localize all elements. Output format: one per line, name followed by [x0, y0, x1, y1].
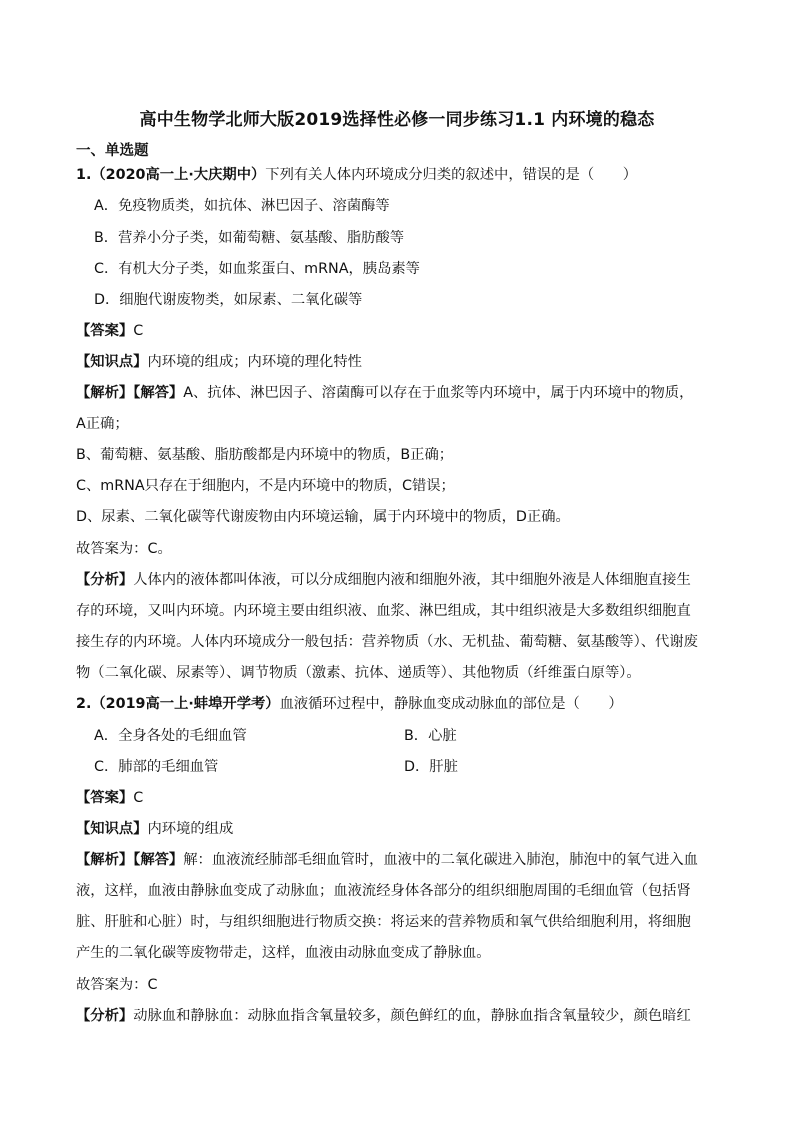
option-d: D．肝脏	[404, 759, 458, 775]
question-number: 1.	[76, 167, 92, 183]
explain-line	[76, 1009, 691, 1023]
option-d: D．细胞代谢废物类，如尿素、二氧化碳等	[94, 292, 363, 308]
analysis-line	[76, 386, 693, 400]
solution-label: 【解答】	[133, 852, 184, 868]
question-text: 下列有关人体内环境成分归类的叙述中，错误的是（ ）	[265, 167, 638, 183]
option-a: A．全身各处的毛细血管	[94, 728, 247, 744]
analysis-label: 【解析】	[76, 852, 134, 868]
section-heading: 一、单选题	[76, 143, 149, 159]
question-source: （2019高一上·蚌埠开学考）	[91, 696, 280, 712]
analysis-text: 产生的二氧化碳等废物带走，这样，血液由动脉血变成了静脉血。	[76, 945, 491, 961]
analysis-text: C、mRNA只存在于细胞内，不是内环境中的物质，C错误；	[76, 478, 455, 494]
solution-label: 【解答】	[133, 385, 184, 401]
option-c: C．有机大分子类，如血浆蛋白、mRNA，胰岛素等	[94, 261, 420, 277]
analysis-text: B、葡萄糖、氨基酸、脂肪酸都是内环境中的物质，B正确；	[76, 447, 454, 463]
page-title: 高中生物学北师大版2019选择性必修一同步练习1.1 内环境的稳态	[139, 110, 655, 130]
question-2-stem	[76, 697, 623, 711]
analysis-line	[76, 853, 698, 867]
analysis-label: 【解析】	[76, 385, 134, 401]
answer-value: C	[133, 323, 144, 339]
option-a: A．免疫物质类，如抗体、淋巴因子、溶菌酶等	[94, 198, 390, 214]
explain-text: 接生存的内环境。人体内环境成分一般包括：营养物质（水、无机盐、葡萄糖、氨基酸等）、代谢废	[76, 634, 698, 650]
option-b: B．心脏	[404, 728, 457, 744]
question-text: 血液循环过程中，静脉血变成动脉血的部位是（ ）	[279, 696, 623, 712]
analysis-text: A、抗体、淋巴因子、溶菌酶可以存在于血浆等内环境中，属于内环境中的物质，	[183, 385, 694, 401]
knowledge-line	[76, 355, 362, 369]
analysis-text: 故答案为：C	[76, 977, 158, 993]
explain-text: 存的环境，又叫内环境。内环境主要由组织液、血浆、淋巴组成，其中组织液是大多数组织细胞直	[76, 603, 691, 619]
answer-label: 【答案】	[76, 790, 134, 806]
explain-line	[76, 573, 691, 587]
analysis-text: 液，这样，血液由静脉血变成了动脉血；血液流经身体各部分的组织细胞周围的毛细血管（包括肾	[76, 883, 691, 899]
analysis-text: A正确；	[76, 416, 129, 432]
question-number: 2.	[76, 696, 92, 712]
explain-text: 物（二氧化碳、尿素等）、调节物质（激素、抗体、递质等）、其他物质（纤维蛋白原等）。	[76, 665, 641, 681]
question-1-stem	[76, 168, 637, 182]
explain-label: 【分析】	[76, 1008, 134, 1024]
explain-text: 动脉血和静脉血：动脉血指含氧量较多，颜色鲜红的血，静脉血指含氧量较少，颜色暗红	[133, 1008, 691, 1024]
answer-label: 【答案】	[76, 323, 134, 339]
option-c: C．肺部的毛细血管	[94, 759, 219, 775]
analysis-text: 脏、肝脏和心脏）时，与组织细胞进行物质交换：将运来的营养物质和氧气供给细胞利用，将细胞	[76, 914, 691, 930]
explain-text: 人体内的液体都叫体液，可以分成细胞内液和细胞外液，其中细胞外液是人体细胞直接生	[133, 572, 691, 588]
question-source: （2020高一上·大庆期中）	[91, 167, 266, 183]
knowledge-value: 内环境的组成	[147, 821, 234, 837]
knowledge-label: 【知识点】	[76, 821, 148, 837]
answer-line	[76, 791, 143, 805]
explain-label: 【分析】	[76, 572, 134, 588]
analysis-text: 解：血液流经肺部毛细血管时，血液中的二氧化碳进入肺泡，肺泡中的氧气进入血	[183, 852, 698, 868]
analysis-text: 故答案为：C。	[76, 541, 172, 557]
analysis-text: D、尿素、二氧化碳等代谢废物由内环境运输，属于内环境中的物质，D正确。	[76, 509, 570, 525]
knowledge-value: 内环境的组成；内环境的理化特性	[147, 354, 362, 370]
knowledge-line	[76, 822, 233, 836]
answer-value: C	[133, 790, 144, 806]
answer-line	[76, 324, 143, 338]
knowledge-label: 【知识点】	[76, 354, 148, 370]
option-b: B．营养小分子类，如葡萄糖、氨基酸、脂肪酸等	[94, 230, 405, 246]
